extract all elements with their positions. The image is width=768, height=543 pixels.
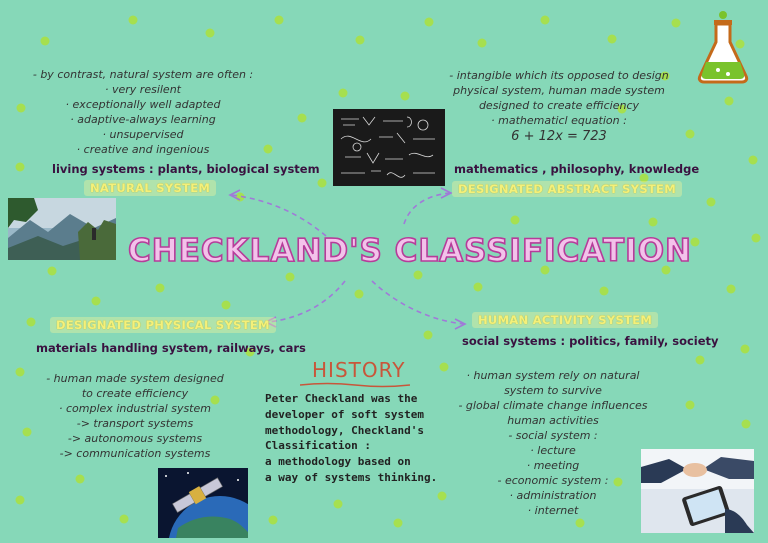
abstract-point: designed to create efficiency [478, 99, 640, 112]
natural-point: · adaptive-always learning [70, 113, 216, 126]
natural-point: · creative and ingenious [76, 143, 210, 156]
abstract-subtitle: mathematics , philosophy, knowledge [454, 162, 700, 176]
history-line: developer of soft system [265, 407, 424, 421]
handshake-tablet-image [641, 449, 754, 533]
physical-point: · complex industrial system [59, 402, 211, 415]
physical-points [20, 371, 250, 461]
human-point: - economic system : [497, 474, 609, 487]
arrow-to-human [372, 281, 464, 324]
page-title: CHECKLAND'S CLASSIFICATION [128, 233, 692, 269]
human-point: - social system : [508, 429, 598, 442]
history-line: methodology, Checkland's [265, 423, 424, 437]
human-point: · meeting [526, 459, 580, 472]
human-point: · lecture [530, 444, 576, 457]
satellite-earth-image [158, 468, 248, 538]
natural-point: · unsupervised [102, 128, 184, 141]
physical-point: to create efficiency [81, 387, 189, 400]
natural-point: · exceptionally well adapted [65, 98, 221, 111]
abstract-points [430, 68, 688, 145]
history-line: Peter Checkland was the [265, 392, 418, 405]
physical-point: -> transport systems [76, 417, 194, 430]
human-activity-label: HUMAN ACTIVITY SYSTEM [472, 312, 658, 328]
history-line: Classification : [265, 439, 371, 453]
physical-point: -> autonomous systems [67, 432, 203, 445]
history-heading: HISTORY [312, 358, 406, 382]
abstract-point: - intangible which its opposed to design [449, 69, 669, 82]
abstract-system-label: DESIGNATED ABSTRACT SYSTEM [452, 181, 682, 197]
abstract-point: physical system, human made system [453, 84, 665, 97]
flask-icon [696, 10, 750, 84]
natural-point: · very resilent [105, 83, 181, 96]
mountain-landscape-image [8, 198, 116, 260]
natural-point: - by contrast, natural system are often : [32, 68, 254, 81]
physical-point: - human made system designed [46, 372, 224, 385]
physical-system-label: DESIGNATED PHYSICAL SYSTEM [50, 317, 276, 333]
natural-points [8, 67, 278, 157]
history-text [265, 391, 437, 486]
human-point: · administration [509, 489, 597, 502]
history-line: a way of systems thinking. [265, 470, 438, 484]
chalkboard-equations-image [333, 109, 445, 186]
arrow-to-physical [268, 281, 345, 322]
abstract-equation: 6 + 12x = 723 [511, 129, 607, 144]
human-point: human activities [507, 414, 599, 427]
history-underline [300, 382, 410, 388]
human-point: - global climate change influences [458, 399, 648, 412]
arrow-to-natural [232, 195, 326, 236]
physical-subtitle: materials handling system, railways, cars [36, 341, 306, 355]
natural-system-label: NATURAL SYSTEM [84, 180, 216, 196]
physical-point: -> communication systems [59, 447, 211, 460]
human-point: system to survive [504, 384, 602, 397]
human-point: · human system rely on natural [466, 369, 640, 382]
abstract-point: · mathematicl equation : [491, 114, 627, 127]
history-line: a methodology based on [265, 455, 411, 469]
natural-subtitle: living systems : plants, biological system [52, 162, 320, 176]
human-points [442, 368, 664, 518]
human-point: · internet [527, 504, 579, 517]
human-subtitle: social systems : politics, family, society [462, 334, 719, 348]
